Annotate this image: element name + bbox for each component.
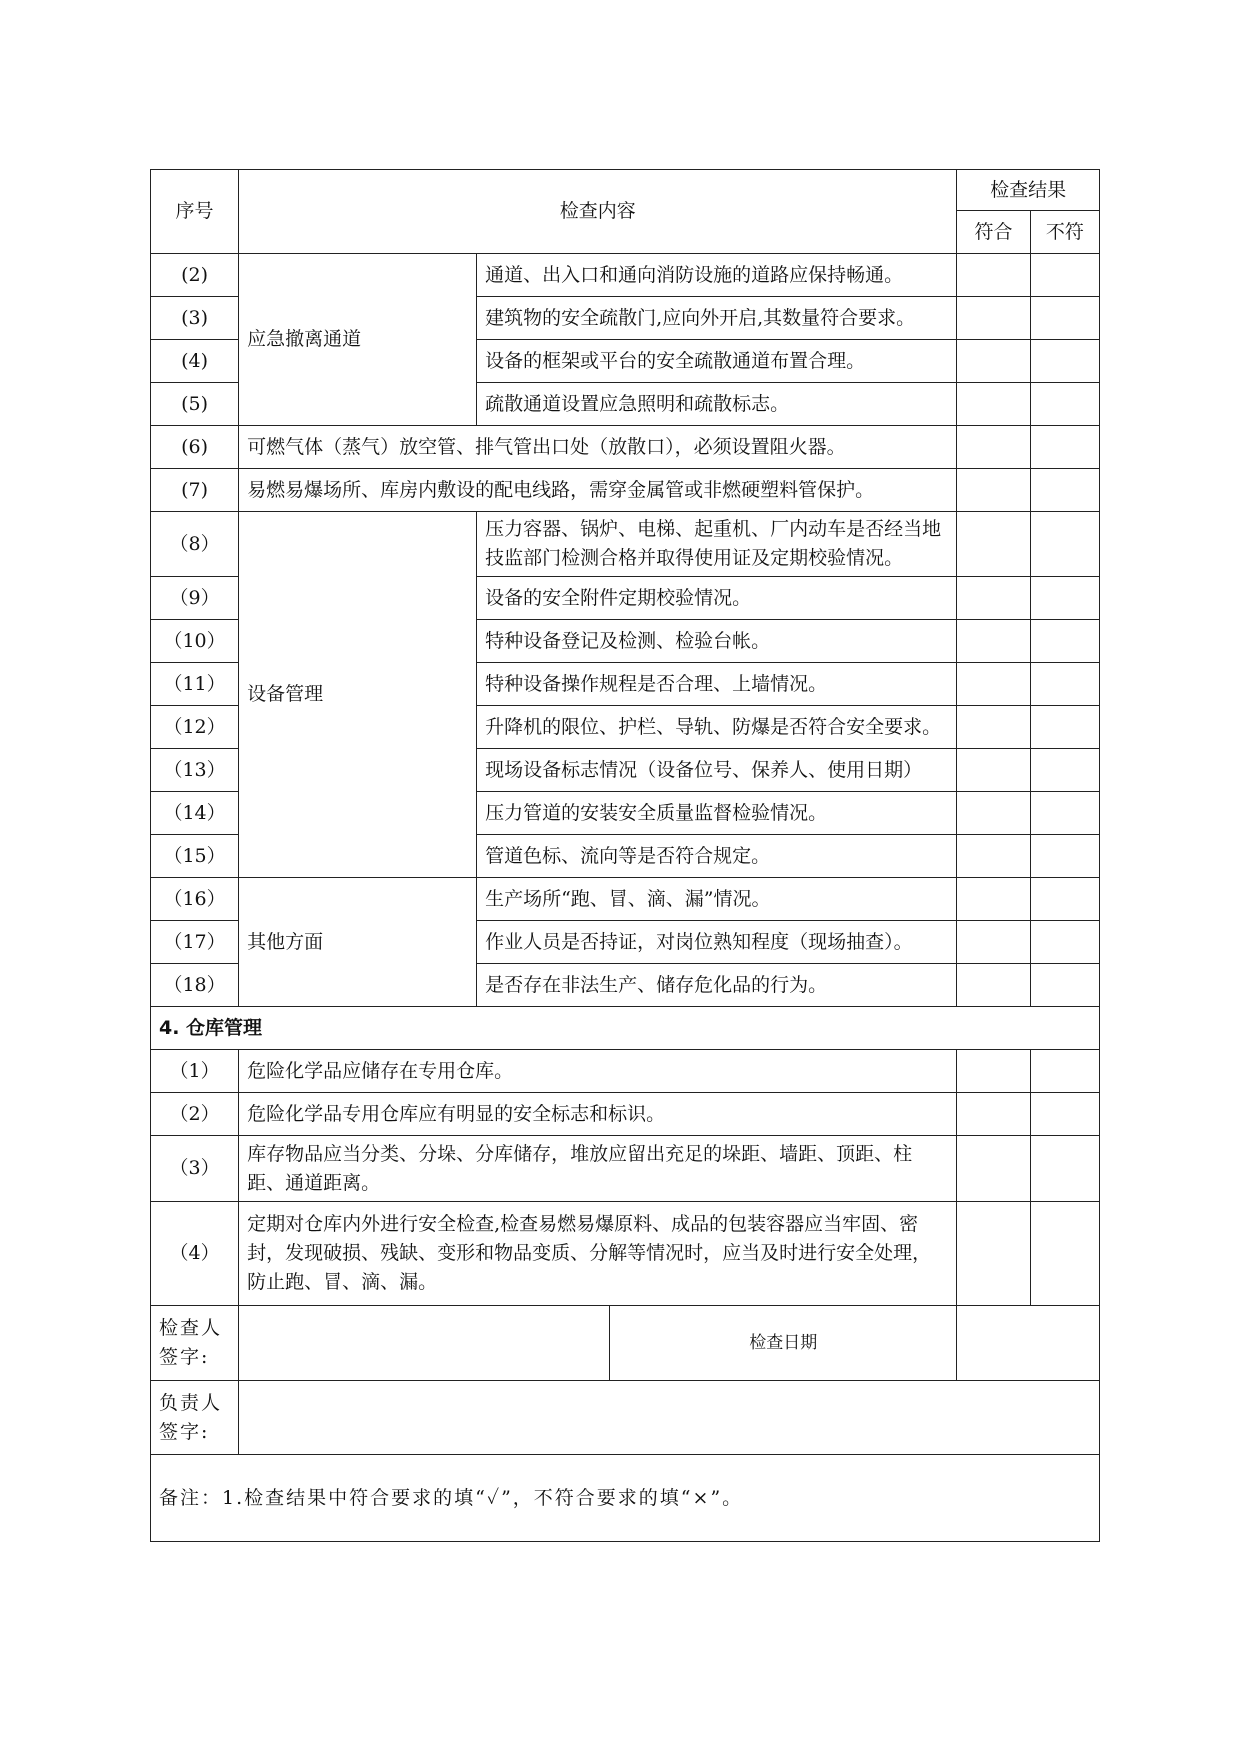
row-number: (6) (151, 426, 239, 469)
row-number: （13） (151, 749, 239, 792)
conform-cell[interactable] (957, 878, 1030, 921)
row-number: （18） (151, 964, 239, 1007)
manager-signature-label: 负责人签字: (151, 1381, 239, 1455)
group-emergency-exit: 应急撤离通道 (239, 254, 477, 426)
nonconform-cell[interactable] (1030, 1093, 1099, 1136)
check-item: 库存物品应当分类、分垛、分库储存，堆放应留出充足的垛距、墙距、顶距、柱距、通道距离。 (239, 1136, 957, 1202)
row-number: （14） (151, 792, 239, 835)
header-result: 检查结果 (957, 170, 1100, 211)
group-equipment-management: 设备管理 (239, 512, 477, 878)
nonconform-cell[interactable] (1030, 254, 1099, 297)
nonconform-cell[interactable] (1030, 577, 1099, 620)
row-number: (3) (151, 297, 239, 340)
row-number: （1） (151, 1050, 239, 1093)
check-item: 危险化学品应储存在专用仓库。 (239, 1050, 957, 1093)
check-item: 升降机的限位、护栏、导轨、防爆是否符合安全要求。 (477, 706, 957, 749)
header-seq: 序号 (151, 170, 239, 254)
conform-cell[interactable] (957, 1136, 1030, 1202)
conform-cell[interactable] (957, 706, 1030, 749)
conform-cell[interactable] (957, 383, 1030, 426)
inspection-date-field[interactable] (957, 1306, 1100, 1381)
conform-cell[interactable] (957, 469, 1030, 512)
check-item-text: 现场设备标志情况（设备位号、保养人、使用日期） (485, 759, 923, 781)
group-other: 其他方面 (239, 878, 477, 1007)
check-item: 通道、出入口和通向消防设施的道路应保持畅通。 (477, 254, 957, 297)
nonconform-cell[interactable] (1030, 964, 1099, 1007)
conform-cell[interactable] (957, 297, 1030, 340)
conform-cell[interactable] (957, 749, 1030, 792)
conform-cell[interactable] (957, 512, 1030, 577)
conform-cell[interactable] (957, 340, 1030, 383)
nonconform-cell[interactable] (1030, 878, 1099, 921)
row-number: （9） (151, 577, 239, 620)
header-conform: 符合 (957, 211, 1030, 254)
nonconform-cell[interactable] (1030, 706, 1099, 749)
conform-cell[interactable] (957, 1093, 1030, 1136)
row-number: （4） (151, 1202, 239, 1306)
check-item: 生产场所“跑、冒、滴、漏”情况。 (477, 878, 957, 921)
check-item: 特种设备登记及检测、检验台帐。 (477, 620, 957, 663)
check-item: 定期对仓库内外进行安全检查,检查易燃易爆原料、成品的包装容器应当牢固、密封，发现破损、残缺、变形和物品变质、分解等情况时，应当及时进行安全处理，防止跑、冒、滴、漏。 (239, 1202, 957, 1306)
nonconform-cell[interactable] (1030, 921, 1099, 964)
conform-cell[interactable] (957, 663, 1030, 706)
check-item: 易燃易爆场所、库房内敷设的配电线路，需穿金属管或非燃硬塑料管保护。 (239, 469, 957, 512)
conform-cell[interactable] (957, 835, 1030, 878)
check-item: 可燃气体（蒸气）放空管、排气管出口处（放散口），必须设置阻火器。 (239, 426, 957, 469)
nonconform-cell[interactable] (1030, 340, 1099, 383)
inspector-signature-label: 检查人签字: (151, 1306, 239, 1381)
row-number: (7) (151, 469, 239, 512)
check-item: 设备的安全附件定期校验情况。 (477, 577, 957, 620)
nonconform-cell[interactable] (1030, 1050, 1099, 1093)
row-number: (4) (151, 340, 239, 383)
check-item: 压力容器、锅炉、电梯、起重机、厂内动车是否经当地技监部门检测合格并取得使用证及定期校验情况。 (477, 512, 957, 577)
check-item: 管道色标、流向等是否符合规定。 (477, 835, 957, 878)
check-item (477, 749, 957, 792)
check-item: 疏散通道设置应急照明和疏散标志。 (477, 383, 957, 426)
nonconform-cell[interactable] (1030, 469, 1099, 512)
check-item: 设备的框架或平台的安全疏散通道布置合理。 (477, 340, 957, 383)
row-number: （15） (151, 835, 239, 878)
row-number: （8） (151, 512, 239, 577)
row-number: （17） (151, 921, 239, 964)
nonconform-cell[interactable] (1030, 1136, 1099, 1202)
nonconform-cell[interactable] (1030, 749, 1099, 792)
conform-cell[interactable] (957, 964, 1030, 1007)
inspector-signature-field[interactable] (239, 1306, 610, 1381)
check-item: 是否存在非法生产、储存危化品的行为。 (477, 964, 957, 1007)
row-number: (5) (151, 383, 239, 426)
nonconform-cell[interactable] (1030, 297, 1099, 340)
nonconform-cell[interactable] (1030, 835, 1099, 878)
conform-cell[interactable] (957, 426, 1030, 469)
check-item: 作业人员是否持证，对岗位熟知程度（现场抽查）。 (477, 921, 957, 964)
conform-cell[interactable] (957, 1050, 1030, 1093)
nonconform-cell[interactable] (1030, 383, 1099, 426)
section-title: 4. 仓库管理 (151, 1007, 1100, 1050)
check-item: 建筑物的安全疏散门,应向外开启,其数量符合要求。 (477, 297, 957, 340)
check-item: 危险化学品专用仓库应有明显的安全标志和标识。 (239, 1093, 957, 1136)
nonconform-cell[interactable] (1030, 620, 1099, 663)
row-number: （3） (151, 1136, 239, 1202)
inspection-table (150, 169, 1100, 1542)
row-number: （12） (151, 706, 239, 749)
nonconform-cell[interactable] (1030, 1202, 1099, 1306)
row-number: （10） (151, 620, 239, 663)
row-number: (2) (151, 254, 239, 297)
row-number: （2） (151, 1093, 239, 1136)
conform-cell[interactable] (957, 577, 1030, 620)
conform-cell[interactable] (957, 1202, 1030, 1306)
check-item: 压力管道的安装安全质量监督检验情况。 (477, 792, 957, 835)
inspection-date-label: 检查日期 (610, 1306, 957, 1381)
conform-cell[interactable] (957, 254, 1030, 297)
nonconform-cell[interactable] (1030, 512, 1099, 577)
remarks-note: 备注：1.检查结果中符合要求的填“✓”，不符合要求的填“×”。 (151, 1455, 1100, 1542)
nonconform-cell[interactable] (1030, 426, 1099, 469)
header-content: 检查内容 (239, 170, 957, 254)
check-item: 特种设备操作规程是否合理、上墙情况。 (477, 663, 957, 706)
row-number: （16） (151, 878, 239, 921)
nonconform-cell[interactable] (1030, 792, 1099, 835)
nonconform-cell[interactable] (1030, 663, 1099, 706)
manager-signature-field[interactable] (239, 1381, 1100, 1455)
row-number: （11） (151, 663, 239, 706)
conform-cell[interactable] (957, 792, 1030, 835)
conform-cell[interactable] (957, 620, 1030, 663)
conform-cell[interactable] (957, 921, 1030, 964)
header-nonconform: 不符 (1030, 211, 1099, 254)
